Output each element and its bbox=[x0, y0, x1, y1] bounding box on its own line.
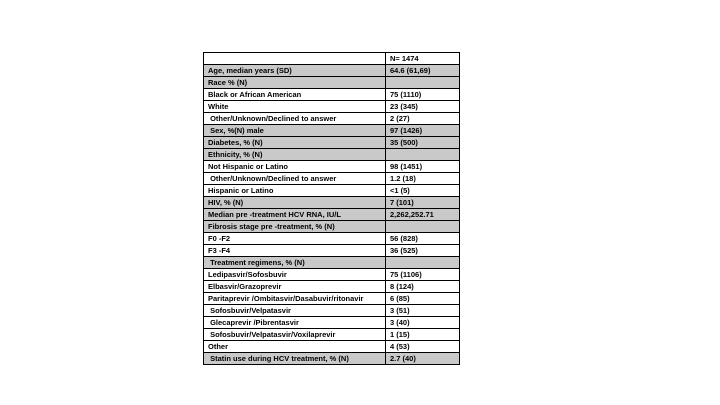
patient-characteristics-table bbox=[203, 52, 460, 365]
row-value: 3 (51) bbox=[386, 305, 460, 317]
table-row bbox=[204, 245, 460, 257]
row-label: White bbox=[204, 101, 386, 113]
row-label: Age, median years (SD) bbox=[204, 65, 386, 77]
row-value: 1.2 (18) bbox=[386, 173, 460, 185]
row-label: F3 -F4 bbox=[204, 245, 386, 257]
table-row bbox=[204, 113, 460, 125]
row-value: 2.7 (40) bbox=[386, 353, 460, 365]
row-label: Sex, %(N) male bbox=[204, 125, 386, 137]
row-value bbox=[386, 221, 460, 233]
table-row bbox=[204, 137, 460, 149]
row-value: 75 (1106) bbox=[386, 269, 460, 281]
row-label: Median pre -treatment HCV RNA, IU/L bbox=[204, 209, 386, 221]
row-value: 2,262,252.71 bbox=[386, 209, 460, 221]
table-row bbox=[204, 341, 460, 353]
row-label: Not Hispanic or Latino bbox=[204, 161, 386, 173]
table-row bbox=[204, 101, 460, 113]
table-row bbox=[204, 329, 460, 341]
table-row bbox=[204, 281, 460, 293]
table-header-row bbox=[204, 53, 460, 65]
row-value bbox=[386, 149, 460, 161]
row-label: Glecaprevir /Pibrentasvir bbox=[204, 317, 386, 329]
row-value: <1 (5) bbox=[386, 185, 460, 197]
table-row bbox=[204, 65, 460, 77]
row-value: 4 (53) bbox=[386, 341, 460, 353]
row-label: Elbasvir/Grazoprevir bbox=[204, 281, 386, 293]
row-label: Statin use during HCV treatment, % (N) bbox=[204, 353, 386, 365]
row-value bbox=[386, 77, 460, 89]
row-value: 2 (27) bbox=[386, 113, 460, 125]
table-row bbox=[204, 185, 460, 197]
table-row bbox=[204, 77, 460, 89]
header-empty-cell bbox=[204, 53, 386, 65]
row-value: 36 (525) bbox=[386, 245, 460, 257]
table-row bbox=[204, 173, 460, 185]
table-row bbox=[204, 149, 460, 161]
row-label: Paritaprevir /Ombitasvir/Dasabuvir/ritonavir bbox=[204, 293, 386, 305]
row-value bbox=[386, 257, 460, 269]
table-row bbox=[204, 293, 460, 305]
table-row bbox=[204, 209, 460, 221]
table-row bbox=[204, 269, 460, 281]
row-label: F0 -F2 bbox=[204, 233, 386, 245]
row-label: Hispanic or Latino bbox=[204, 185, 386, 197]
row-label: Other bbox=[204, 341, 386, 353]
row-label: Other/Unknown/Declined to answer bbox=[204, 113, 386, 125]
row-label: Sofosbuvir/Velpatasvir/Voxilaprevir bbox=[204, 329, 386, 341]
row-label: Ledipasvir/Sofosbuvir bbox=[204, 269, 386, 281]
table-row bbox=[204, 125, 460, 137]
row-value: 7 (101) bbox=[386, 197, 460, 209]
row-value: 75 (1110) bbox=[386, 89, 460, 101]
row-label: Treatment regimens, % (N) bbox=[204, 257, 386, 269]
row-value: 8 (124) bbox=[386, 281, 460, 293]
row-label: Fibrosis stage pre -treatment, % (N) bbox=[204, 221, 386, 233]
row-value: 35 (500) bbox=[386, 137, 460, 149]
row-label: Diabetes, % (N) bbox=[204, 137, 386, 149]
row-value: 6 (85) bbox=[386, 293, 460, 305]
table-row bbox=[204, 305, 460, 317]
row-value: 97 (1426) bbox=[386, 125, 460, 137]
table-row bbox=[204, 197, 460, 209]
table-row bbox=[204, 257, 460, 269]
row-label: Race % (N) bbox=[204, 77, 386, 89]
header-n-cell: N= 1474 bbox=[386, 53, 460, 65]
table-row bbox=[204, 161, 460, 173]
table-row bbox=[204, 89, 460, 101]
row-value: 23 (345) bbox=[386, 101, 460, 113]
row-value: 56 (828) bbox=[386, 233, 460, 245]
row-value: 98 (1451) bbox=[386, 161, 460, 173]
row-label: Black or African American bbox=[204, 89, 386, 101]
table-row bbox=[204, 353, 460, 365]
row-label: Other/Unknown/Declined to answer bbox=[204, 173, 386, 185]
table-row bbox=[204, 317, 460, 329]
row-label: HIV, % (N) bbox=[204, 197, 386, 209]
row-value: 3 (40) bbox=[386, 317, 460, 329]
row-value: 1 (15) bbox=[386, 329, 460, 341]
row-value: 64.6 (61,69) bbox=[386, 65, 460, 77]
row-label: Ethnicity, % (N) bbox=[204, 149, 386, 161]
table-body bbox=[204, 65, 460, 365]
table-row bbox=[204, 233, 460, 245]
row-label: Sofosbuvir/Velpatasvir bbox=[204, 305, 386, 317]
table-row bbox=[204, 221, 460, 233]
